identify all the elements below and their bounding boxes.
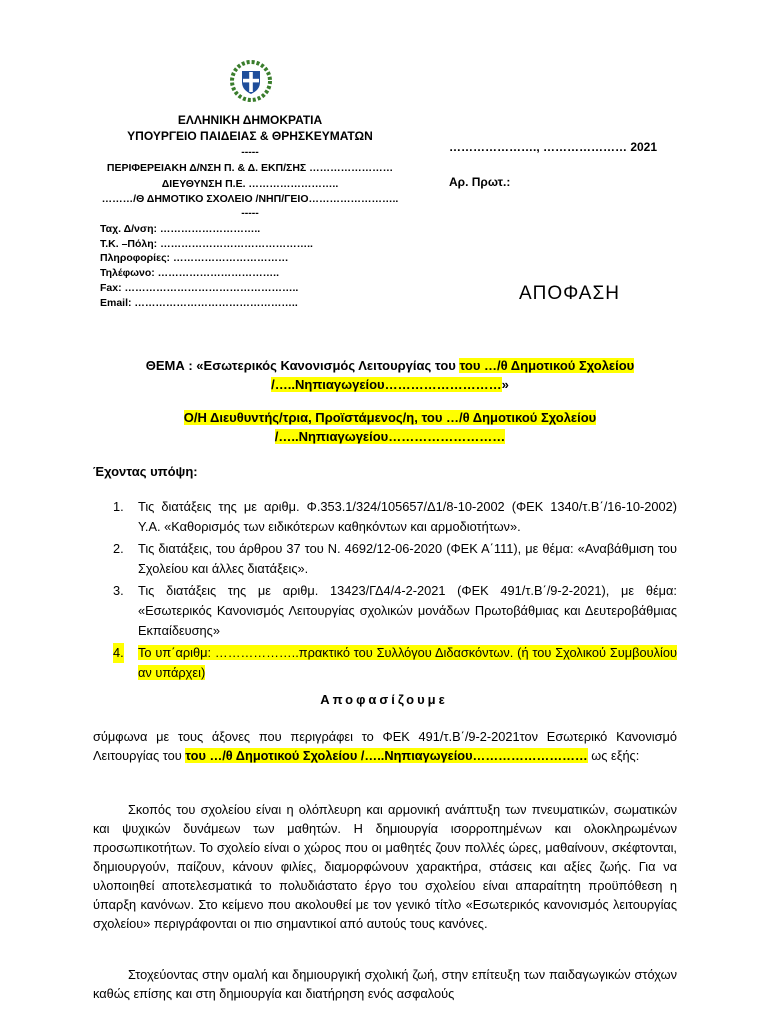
list-item: 4. Το υπ΄αριθμ: ………………..πρακτικό του Συλλόγου Διδασκόντων. (ή του Σχολικού Συμβουλίου αν υπάρχει) [113,645,677,680]
contact-email: Email: ……………………………………….. [100,296,298,309]
having-in-mind-heading: Έχοντας υπόψη: [93,464,198,479]
intro-paragraph: σύμφωνα με τους άξονες που περιγράφει το ΦΕΚ 491/τ.Β΄/9-2-2021τον Εσωτερικό Κανονισμό Λειτουργίας του του …/θ Δημοτικού Σχολείου /…..Νηπιαγωγείου……………………… ως εξής: [93,729,677,763]
director-block [60,408,720,446]
contact-block [100,222,313,310]
body-paragraph: Σκοπός του σχολείου είναι η ολόπλευρη και αρμονική ανάπτυξη των πνευματικών, σωματικών και ψυχικών δυνάμεων των μαθητών. Η δημιουργία ισορροπημένων και ολοκληρωμένων προσωπικοτήτων. Το σχολείο είναι ο χώρος που οι μαθητές ζουν πολλές ώρες, μαθαίνουν, σκέφτονται, δημιουργούν, παίζουν, κάνουν φιλίες, διαμορφώνουν χαρακτήρα, στάσεις και αξίες ζωής. Για να υλοποιηθεί αποτελεσματικά το πολυδιάστατο έργο του σχολείου είναι απαραίτητη προϋπόθεση η ύπαρξη κανόνων. Στο κείμενο που ακολουθεί με τον γενικό τίτλο «Εσωτερικός κανονισμός λειτουργίας σχολείου» περιγράφονται οι πιο σημαντικοί από αυτούς τους κανόνες. [93,802,677,931]
contact-postal: Τ.Κ. –Πόλη: …………………………………….. [100,237,313,250]
list-item: 2. Τις διατάξεις, του άρθρου 37 του Ν. 4692/12-06-2020 (ΦΕΚ Α΄111), με θέμα: «Αναβάθμιση του Σχολείου και άλλες διατάξεις». [113,541,677,576]
director-line2: /…..Νηπιαγωγείου……………………… [274,429,506,444]
legal-references-list [93,497,677,683]
subject-label: ΘΕΜΑ : «Εσωτερικός Κανονισμός Λειτουργίας του [145,358,460,373]
subject-school: του …/θ Δημοτικού Σχολείου [459,358,635,373]
contact-fax: Fax: ………………………………………….. [100,281,299,294]
separator: ----- [241,207,259,219]
body-paragraph: Στοχεύοντας στην ομαλή και δημιουργική σχολική ζωή, στην επίτευξη των παιδαγωγικών στόχων καθώς επίσης και στη δημιουργία και διατήρηση ενός ασφαλούς [93,967,677,1001]
separator: ----- [241,146,259,158]
contact-address: Ταχ. Δ/νση: ……………………….. [100,223,261,235]
contact-phone: Τηλέφωνο: …………………………….. [100,267,280,280]
list-item: 1. Τις διατάξεις της με αριθμ. Φ.353.1/324/105657/Δ1/8-10-2002 (ΦΕΚ 1340/τ.Β΄/16-10-2002) Υ.Α. «Καθορισμός των ειδικότερων καθηκόντων και αρμοδιοτήτων». [113,499,677,534]
protocol-number: Αρ. Πρωτ.: [449,175,511,189]
subject-kindergarten: /…..Νηπιαγωγείου……………………… [271,377,502,392]
regional-directorate: ΠΕΡΙΦΕΡΕΙΑΚΗ Δ/ΝΣΗ Π. & Δ. ΕΚΠ/ΣΗΣ …………………… [106,162,394,174]
contact-info: Πληροφορίες: …………………………… [100,252,289,265]
directorate: ΔΙΕΥΘΥΝΣΗ Π.Ε. …………………….. [161,178,339,190]
list-item: 3. Τις διατάξεις της με αριθμ. 13423/ΓΔ4/4-2-2021 (ΦΕΚ 491/τ.Β΄/9-2-2021), με θέμα: «Εσωτερικός Κανονισμός Λειτουργίας σχολικών μονάδων Πρωτοβάθμιας και Δευτεροβάθμιας Εκπαίδευσης» [113,583,677,638]
ministry-name: ΥΠΟΥΡΓΕΙΟ ΠΑΙΔΕΙΑΣ & ΘΡΗΣΚΕΥΜΑΤΩΝ [127,129,373,143]
director-line1: Ο/Η Διευθυντής/τρια, Προϊστάμενος/η, του …/θ Δημοτικού Σχολείου [183,410,597,425]
country-name: ΕΛΛΗΝΙΚΗ ΔΗΜΟΚΡΑΤΙΑ [177,113,323,127]
decide-heading: Αποφασίζουμε [320,692,448,707]
subject-block [60,356,720,394]
document-type: ΑΠΟΦΑΣΗ [519,283,620,304]
document-date: …………………., ………………… 2021 [449,140,658,154]
school-name: ………/Θ ΔΗΜΟΤΙΚΟ ΣΧΟΛΕΙΟ /ΝΗΠ/ΓΕΙΟ…………………….. [101,193,399,205]
subject-close: » [501,377,509,392]
greek-emblem-icon [230,60,272,102]
